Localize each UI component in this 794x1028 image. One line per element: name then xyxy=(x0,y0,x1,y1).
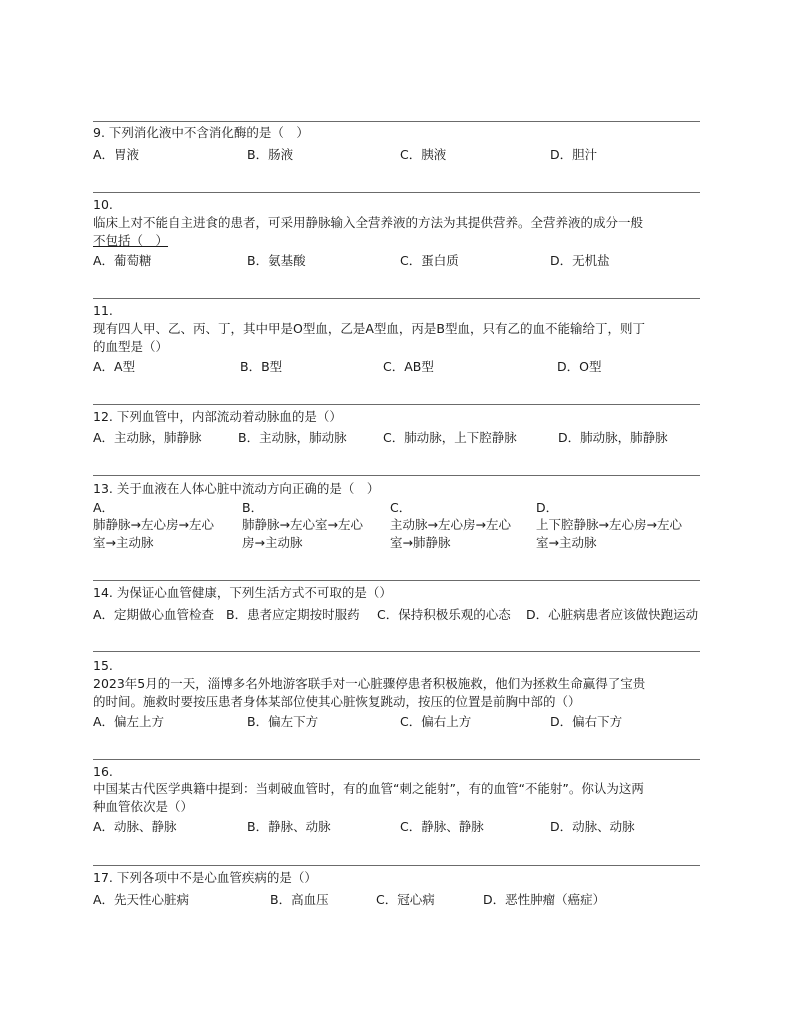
option-b: B．静脉、动脉 xyxy=(247,819,331,834)
question-stem: 中国某古代医学典籍中提到：当刺破血管时，有的血管“刺之能射”，有的血管“不能射”。你认为这两 xyxy=(93,781,644,796)
divider xyxy=(93,580,700,581)
option-a: A．葡萄糖 xyxy=(93,253,152,268)
option-c: C．偏右上方 xyxy=(400,714,472,729)
option-b-text-cont: 房→主动脉 xyxy=(242,535,303,550)
question-stem: 临床上对不能自主进食的患者，可采用静脉输入全营养液的方法为其提供营养。全营养液的成分一般 xyxy=(93,215,644,230)
question-number: 10. xyxy=(93,197,113,212)
question-stem: 种血管依次是（） xyxy=(93,799,194,814)
option-c: C．胰液 xyxy=(400,147,447,162)
option-d-text-cont: 室→主动脉 xyxy=(536,535,597,550)
option-d: D．动脉、动脉 xyxy=(550,819,635,834)
divider xyxy=(93,759,700,760)
option-b: B．氨基酸 xyxy=(247,253,306,268)
question-stem: 14. 为保证心血管健康，下列生活方式不可取的是（） xyxy=(93,585,392,600)
question-stem: 13. 关于血液在人体心脏中流动方向正确的是（ ） xyxy=(93,481,380,496)
option-c: C．AB型 xyxy=(383,359,434,374)
option-b: B．B型 xyxy=(240,359,283,374)
question-stem: 现有四人甲、乙、丙、丁，其中甲是O型血，乙是A型血，丙是B型血，只有乙的血不能输给丁，则丁 xyxy=(93,321,645,336)
option-d: D．心脏病患者应该做快跑运动 xyxy=(526,607,699,622)
divider xyxy=(93,651,700,652)
question-number: 11. xyxy=(93,303,113,318)
option-d-text: 上下腔静脉→左心房→左心 xyxy=(536,517,682,532)
option-d: D．偏右下方 xyxy=(550,714,623,729)
option-d: D．无机盐 xyxy=(550,253,610,268)
divider xyxy=(93,192,700,193)
option-a: A．动脉、静脉 xyxy=(93,819,177,834)
option-c-text-cont: 室→肺静脉 xyxy=(390,535,451,550)
option-c-letter: C． xyxy=(390,500,412,515)
option-d: D．恶性肿瘤（癌症） xyxy=(483,892,606,907)
question-stem: 的时间。施救时要按压患者身体某部位使其心脏恢复跳动，按压的位置是前胸中部的（） xyxy=(93,694,581,709)
option-a-letter: A． xyxy=(93,500,115,515)
option-d: D．O型 xyxy=(557,359,602,374)
question-stem: 17. 下列各项中不是心血管疾病的是（） xyxy=(93,870,317,885)
divider xyxy=(93,404,700,405)
option-a: A．A型 xyxy=(93,359,136,374)
option-c: C．冠心病 xyxy=(376,892,435,907)
question-number: 16. xyxy=(93,764,113,779)
option-b: B．主动脉，肺动脉 xyxy=(238,430,347,445)
divider xyxy=(93,475,700,476)
option-c: C．保持积极乐观的心态 xyxy=(377,607,511,622)
option-c: C．静脉、静脉 xyxy=(400,819,484,834)
option-b-letter: B． xyxy=(242,500,264,515)
option-d: D．肺动脉，肺静脉 xyxy=(558,430,668,445)
question-stem: 12. 下列血管中，内部流动着动脉血的是（） xyxy=(93,409,342,424)
option-b: B．高血压 xyxy=(270,892,329,907)
option-a: A．胃液 xyxy=(93,147,140,162)
option-c: C．肺动脉，上下腔静脉 xyxy=(383,430,517,445)
question-number: 15. xyxy=(93,658,113,673)
option-b: B．肠液 xyxy=(247,147,294,162)
question-stem: 2023年5月的一天，淄博多名外地游客联手对一心脏骤停患者积极施救，他们为拯救生命赢得了宝贵 xyxy=(93,676,646,691)
divider xyxy=(93,865,700,866)
option-b: B．偏左下方 xyxy=(247,714,319,729)
option-a: A．主动脉，肺静脉 xyxy=(93,430,202,445)
question-stem-underlined: 不包括（ ） xyxy=(93,233,169,248)
option-a: A．先天性心脏病 xyxy=(93,892,190,907)
option-b: B．患者应定期按时服药 xyxy=(226,607,360,622)
option-a-text: 肺静脉→左心房→左心 xyxy=(93,517,214,532)
option-a-text-cont: 室→主动脉 xyxy=(93,535,154,550)
divider xyxy=(93,298,700,299)
option-a: A．偏左上方 xyxy=(93,714,165,729)
option-b-text: 肺静脉→左心室→左心 xyxy=(242,517,363,532)
option-d-letter: D． xyxy=(536,500,559,515)
divider xyxy=(93,121,700,122)
option-c-text: 主动脉→左心房→左心 xyxy=(390,517,511,532)
option-a: A．定期做心血管检查 xyxy=(93,607,215,622)
option-c: C．蛋白质 xyxy=(400,253,459,268)
question-stem: 的血型是（） xyxy=(93,339,169,354)
option-d: D．胆汁 xyxy=(550,147,598,162)
question-stem: 9. 下列消化液中不含消化酶的是（ ） xyxy=(93,125,309,140)
